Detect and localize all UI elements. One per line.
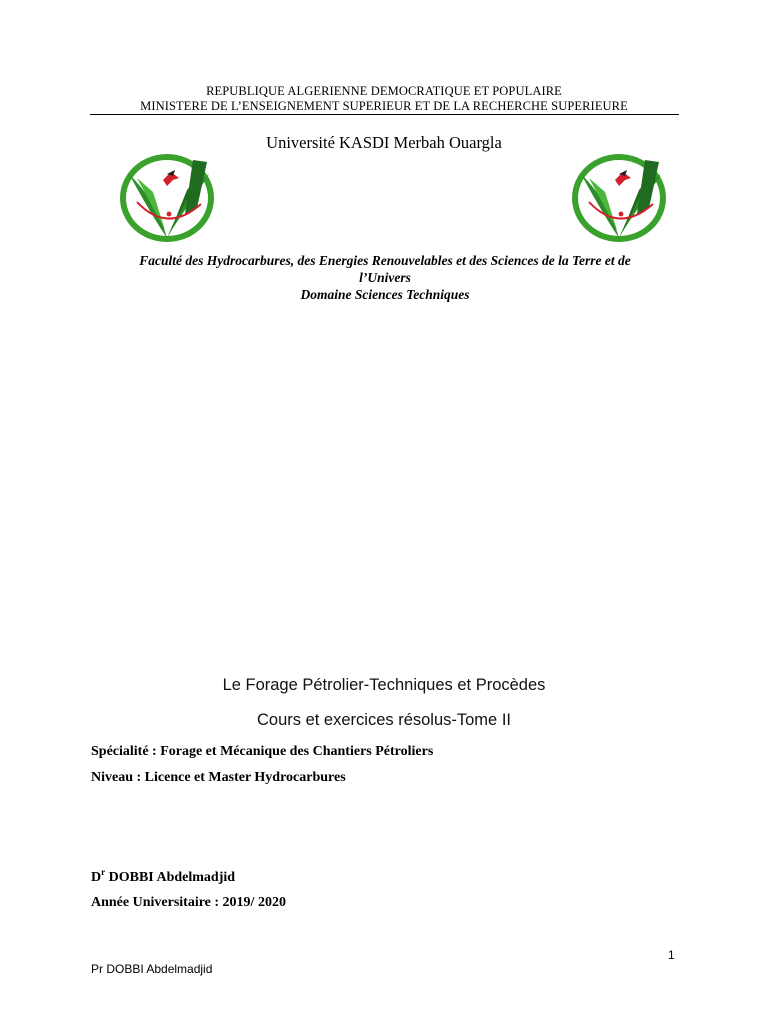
author-name: DOBBI Abdelmadjid (105, 870, 236, 885)
university-logo-left (117, 152, 217, 244)
author-title-prefix: D (91, 870, 102, 885)
university-logo-right (569, 152, 669, 244)
ministry-name: MINISTERE DE L’ENSEIGNEMENT SUPERIEUR ET DE LA RECHERCHE SUPERIEURE (140, 99, 628, 113)
country-name: REPUBLIQUE ALGERIENNE DEMOCRATIQUE ET POPULAIRE (206, 84, 562, 98)
footer-author: Pr DOBBI Abdelmadjid (91, 962, 213, 976)
header-divider (90, 114, 679, 115)
course-title: Le Forage Pétrolier-Techniques et Procèdes (222, 676, 546, 694)
level-line: Niveau : Licence et Master Hydrocarbures (91, 770, 346, 785)
specialty-line: Spécialité : Forage et Mécanique des Chantiers Pétroliers (91, 744, 434, 759)
academic-year: Année Universitaire : 2019/ 2020 (91, 895, 286, 910)
domain-line: Domaine Sciences Techniques (300, 287, 470, 302)
page-number: 1 (668, 948, 675, 962)
author-title-superscript: r (101, 867, 106, 877)
faculty-block (90, 252, 680, 303)
course-subtitle: Cours et exercices résolus-Tome II (256, 711, 511, 729)
university-name: Université KASDI Merbah Ouargla (266, 133, 502, 152)
faculty-line-1: Faculté des Hydrocarbures, des Energies Renouvelables et des Sciences de la Terre et de (139, 253, 631, 268)
author-line (91, 867, 236, 886)
faculty-line-2: l’Univers (359, 270, 411, 285)
